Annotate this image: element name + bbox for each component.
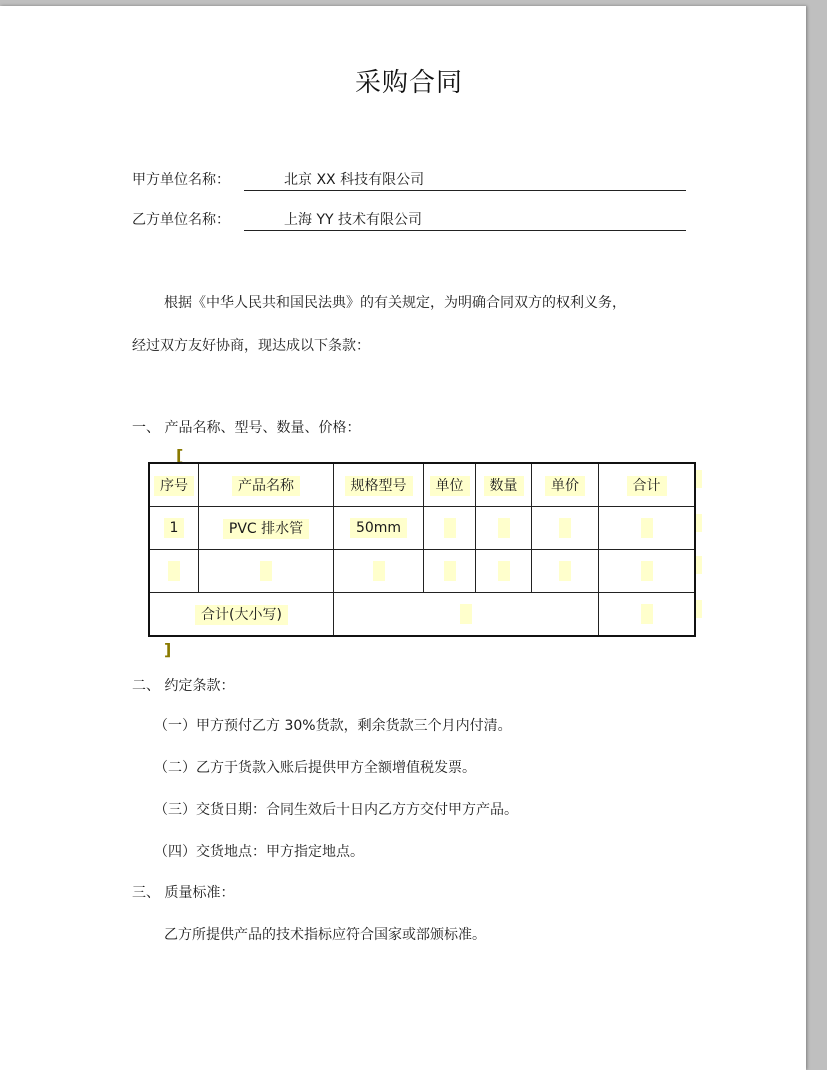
table-row <box>149 550 695 593</box>
document-title: 采购合同 <box>354 68 463 98</box>
total-amount-cell[interactable] <box>334 593 599 637</box>
intro-line-2: 经过双方友好协商，现达成以下条款： <box>132 338 370 354</box>
party-b-label: 乙方单位名称： <box>132 212 230 228</box>
cell-total[interactable] <box>599 507 696 550</box>
party-a-label: 甲方单位名称： <box>132 172 230 188</box>
total-label-cell: 合计(大小写) <box>149 593 334 637</box>
section-2-heading: 二、 约定条款： <box>132 678 235 694</box>
cell-spec[interactable] <box>334 550 424 593</box>
total-sum-cell[interactable] <box>599 593 696 637</box>
product-table <box>148 462 696 637</box>
header-cell-total: 合计 <box>599 463 696 507</box>
cell-spec[interactable]: 50mm <box>334 507 424 550</box>
section-2-item-3: （三）交货日期：合同生效后十日内乙方方交付甲方产品。 <box>154 802 518 818</box>
section-2-item-4: （四）交货地点：甲方指定地点。 <box>154 844 364 860</box>
header-cell-unit: 单位 <box>424 463 476 507</box>
table-close-bracket: ] <box>164 640 172 659</box>
cell-price[interactable] <box>532 507 599 550</box>
cell-qty[interactable] <box>476 507 532 550</box>
party-b-value[interactable]: 上海 YY 技术有限公司 <box>244 210 686 231</box>
header-cell-spec: 规格型号 <box>334 463 424 507</box>
cell-index[interactable]: 1 <box>149 507 199 550</box>
table-header-row <box>149 463 695 507</box>
section-3-heading: 三、 质量标准： <box>132 885 235 901</box>
highlight-mark <box>696 600 702 618</box>
header-cell-index: 序号 <box>149 463 199 507</box>
header-cell-price: 单价 <box>532 463 599 507</box>
table-total-row <box>149 593 695 637</box>
section-2-item-1: （一）甲方预付乙方 30%货款，剩余货款三个月内付清。 <box>154 718 512 734</box>
cell-unit[interactable] <box>424 507 476 550</box>
cell-index[interactable] <box>149 550 199 593</box>
cell-qty[interactable] <box>476 550 532 593</box>
intro-line-1: 根据《中华人民共和国民法典》的有关规定，为明确合同双方的权利义务， <box>164 295 626 311</box>
table-open-bracket: [ <box>176 446 184 465</box>
cell-unit[interactable] <box>424 550 476 593</box>
section-3-body: 乙方所提供产品的技术指标应符合国家或部颁标准。 <box>164 927 486 943</box>
cell-name[interactable]: PVC 排水管 <box>199 507 334 550</box>
table-row <box>149 507 695 550</box>
cell-price[interactable] <box>532 550 599 593</box>
party-a-value[interactable]: 北京 XX 科技有限公司 <box>244 170 686 191</box>
header-cell-qty: 数量 <box>476 463 532 507</box>
party-a-row <box>132 170 425 190</box>
highlight-mark <box>696 470 702 488</box>
cell-name[interactable] <box>199 550 334 593</box>
section-1-heading: 一、 产品名称、型号、数量、价格： <box>132 420 361 436</box>
header-cell-name: 产品名称 <box>199 463 334 507</box>
cell-total[interactable] <box>599 550 696 593</box>
section-2-item-2: （二）乙方于货款入账后提供甲方全额增值税发票。 <box>154 760 476 776</box>
party-b-row <box>132 210 423 230</box>
highlight-mark <box>696 514 702 532</box>
highlight-mark <box>696 556 702 574</box>
